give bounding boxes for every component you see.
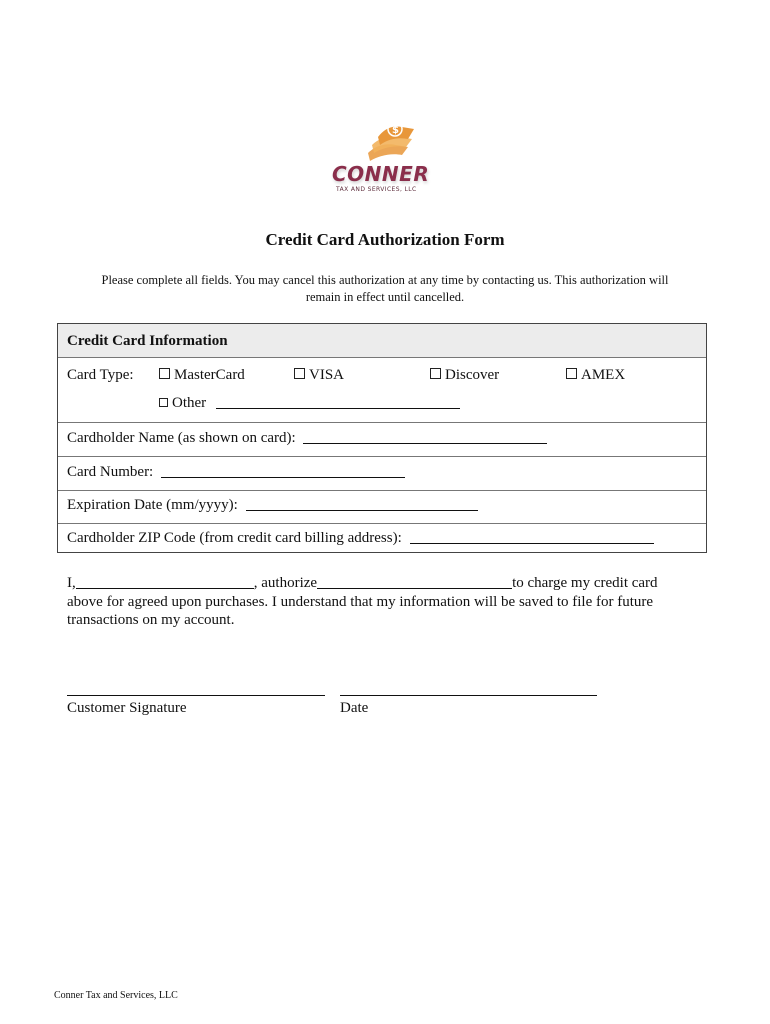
statement-part-3: to charge my credit card — [512, 575, 658, 591]
discover-checkbox[interactable] — [430, 368, 441, 379]
statement-line-1 — [67, 574, 707, 593]
form-title: Credit Card Authorization Form — [265, 230, 505, 249]
mastercard-option[interactable] — [159, 367, 245, 384]
card-number-label: Card Number: — [67, 464, 154, 480]
card-number-field[interactable] — [161, 464, 405, 478]
date-line[interactable] — [340, 695, 597, 696]
other-label: Other — [172, 395, 207, 411]
amex-option[interactable] — [566, 367, 625, 384]
divider — [58, 490, 706, 491]
name-field[interactable] — [76, 575, 254, 589]
customer-signature-line[interactable] — [67, 695, 325, 696]
divider — [58, 422, 706, 423]
other-option[interactable] — [159, 395, 460, 412]
visa-option[interactable] — [294, 367, 344, 384]
statement-part-1: I, — [67, 575, 76, 591]
cardholder-name-label: Cardholder Name (as shown on card): — [67, 430, 296, 446]
visa-checkbox[interactable] — [294, 368, 305, 379]
instructions — [80, 272, 690, 306]
zip-field[interactable] — [410, 530, 654, 544]
statement-part-2: , authorize — [253, 575, 318, 591]
divider — [58, 456, 706, 457]
company-logo — [328, 115, 458, 205]
cardholder-name-field[interactable] — [303, 430, 547, 444]
instructions-line-2: remain in effect until cancelled. — [305, 290, 465, 304]
statement-line-2: above for agreed upon purchases. I understand that my information will be saved to file for future — [67, 593, 654, 610]
discover-option[interactable] — [430, 367, 499, 384]
mastercard-label: MasterCard — [174, 367, 245, 383]
card-info-header: Credit Card Information — [58, 324, 706, 358]
merchant-field[interactable] — [317, 575, 512, 589]
dollar-stack-icon — [362, 115, 422, 165]
zip-label: Cardholder ZIP Code (from credit card billing address): — [67, 530, 402, 546]
expiration-label: Expiration Date (mm/yyyy): — [67, 497, 238, 513]
amex-label: AMEX — [581, 367, 626, 383]
date-label: Date — [340, 700, 369, 716]
svg-text:$: $ — [392, 125, 399, 136]
customer-signature-label: Customer Signature — [67, 700, 187, 716]
expiration-field[interactable] — [246, 497, 478, 511]
divider — [58, 523, 706, 524]
visa-label: VISA — [309, 367, 345, 383]
card-type-row — [58, 367, 706, 415]
footer-company: Conner Tax and Services, LLC — [54, 990, 178, 1001]
card-type-label: Card Type: — [67, 367, 134, 383]
other-checkbox[interactable] — [159, 398, 168, 407]
mastercard-checkbox[interactable] — [159, 368, 170, 379]
discover-label: Discover — [445, 367, 500, 383]
card-info-section — [57, 323, 707, 553]
amex-checkbox[interactable] — [566, 368, 577, 379]
logo-name: CONNER — [332, 162, 430, 186]
authorization-statement — [67, 574, 707, 630]
other-field[interactable] — [216, 395, 460, 409]
instructions-line-1: Please complete all fields. You may cancel this authorization at any time by contacting us. This authorization will — [101, 273, 669, 287]
logo-subtitle: TAX AND SERVICES, LLC — [336, 186, 417, 193]
statement-line-3: transactions on my account. — [67, 612, 235, 628]
